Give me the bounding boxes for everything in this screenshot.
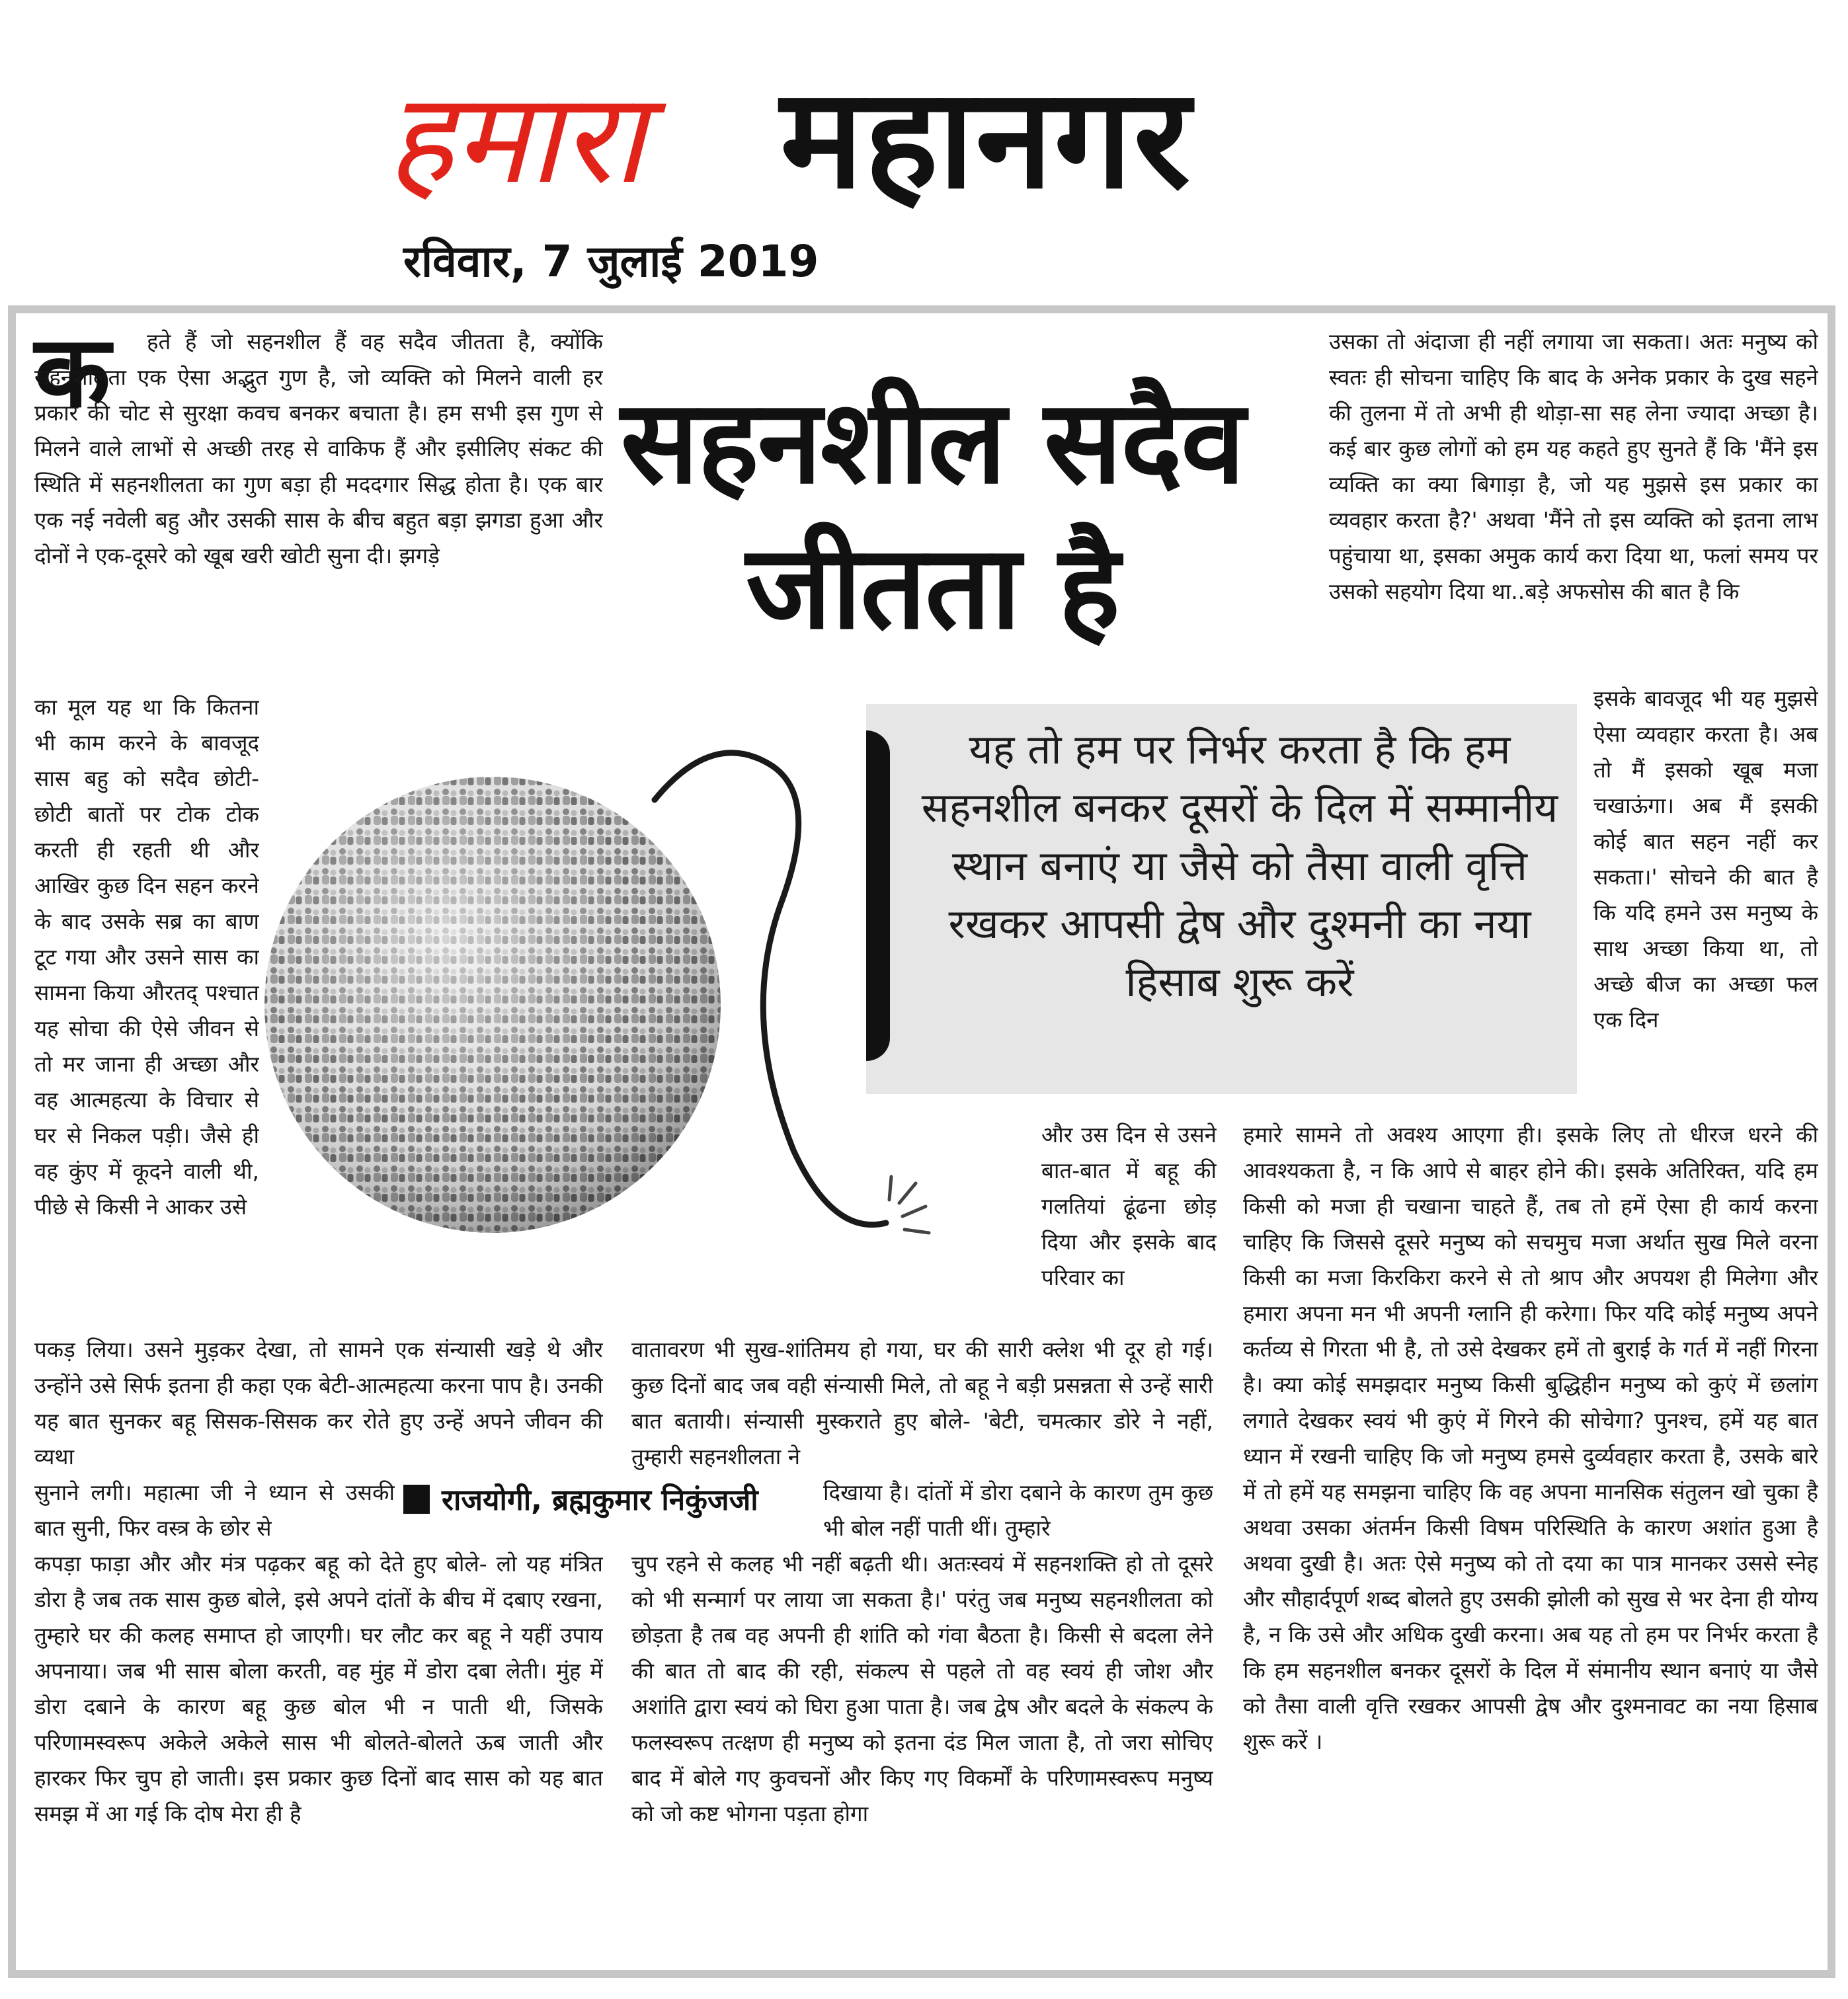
column-1-bottom-a: पकड़ लिया। उसने मुड़कर देखा, तो सामने एक संन्यासी खड़े थे और उन्होंने उसे सिर्फ इतना ही कहा एक बेटी-आत्महत्या करना पाप है। उनकी यह बात सुनकर बहू सिसक-सिसक कर रोते हुए उन्हें अपने जीवन की व्यथा xyxy=(34,1337,603,1470)
byline xyxy=(403,1479,813,1522)
dateline: रविवार, 7 जुलाई 2019 xyxy=(403,236,819,287)
column-1-narrow: का मूल यह था कि कितना भी काम करने के बावजूद सास बहु को सदैव छोटी-छोटी बातों पर टोक टोक करती ही रहती थी और आखिर कुछ दिन सहन करने के बाद उसके सब्र का बाण टूट गया और उसने सास का सामना किया औरतद् पश्चात यह सोचा की ऐसे जीवन से तो मर जाना ही अच्छा और वह आत्महत्या के विचार से घर से निकल पड़ी। जैसे ही वह कुंए में कूदने वाली थी, पीछे से किसी ने आकर उसे xyxy=(34,694,259,1220)
column-2-small: और उस दिन से उसने बात-बात में बहू की गलतियां ढूंढना छोड़ दिया और इसके बाद परिवार का xyxy=(1041,1122,1217,1290)
masthead-word-hamara: हमारा xyxy=(387,65,645,212)
column-1-top: हते हैं जो सहनशील हैं वह सदैव जीतता है, क्योंकि सहनशीलता एक ऐसा अद्भुत गुण है, जो व्यक्ति को मिलने वाली हर प्रकार की चोट से सुरक्षा कवच बनकर बचाता है। हम सभी इस गुण से मिलने वाले लाभों से अच्छी तरह से वाकिफ हैं और इसीलिए संकट की स्थिति में सहनशीलता का गुण बड़ा ही मददगार सिद्ध होता है। एक बार एक नई नवेली बहु और उसकी सास के बीच बहुत बड़ा झगडा हुआ और दोनों ने एक-दूसरे को खूब खरी खोटी सुना दी। झगड़े xyxy=(34,329,603,568)
column-2-a: वातावरण भी सुख-शांतिमय हो गया, घर की सारी क्लेश भी दूर हो गई। कुछ दिनों बाद जब वही संन्यासी मिले, तो बहू ने बड़ी प्रसन्नता से उन्हें सारी बात बतायी। संन्यासी मुस्कराते हुए बोले- 'बेटी, चमत्कार डोरे ने नहीं, तुम्हारी सहनशीलता ने xyxy=(631,1337,1213,1470)
pull-quote xyxy=(866,704,1577,1094)
column-3-bottom: हमारे सामने तो अवश्य आएगा ही। इसके लिए तो धीरज धरने की आवश्यकता है, न कि आपे से बाहर होने की। इसके अतिरिक्त, यदि हम किसी को मजा ही चखाना चाहते हैं, तब तो हमें ऐसा ही कार्य करना चाहिए कि जिससे दूसरे मनुष्य को सचमुच मजा अर्थात सुख मिले वरना किसी का मजा किरकिरा करने से तो श्राप और अपयश ही मिलेगा और हमारा अपना मन भी अपनी ग्लानि ही करेगा। फिर यदि कोई मनुष्य अपने कर्तव्य से गिरता भी है, तो उसे देखकर हमें तो बुराई के गर्त में नहीं गिरना है। क्या कोई समझदार मनुष्य किसी बुद्धिहीन मनुष्य को कुएं में छलांग लगाते देखकर स्वयं भी कुएं में गिरने की सोचेगा? पुनश्च, हमें यह बात ध्यान में रखनी चाहिए कि जो मनुष्य हमसे दुर्व्यवहार करता है, उसके बारे में तो हमें यह समझना चाहिए कि वह अपना मानसिक संतुलन खो चुका है अथवा उसका अंतर्मन किसी विषम परिस्थिति के कारण अशांत हुआ है अथवा दुखी है। अतः ऐसे मनुष्य को तो दया का पात्र मानकर उससे स्नेह और सौहार्दपूर्ण शब्द बोलते हुए उसकी झोली को सुख से भर देना ही योग्य है, न कि उसे और अधिक दुखी करना। अब यह तो हम पर निर्भर करता है कि हम सहनशील बनकर दूसरों के दिल में संमानीय स्थान बनाएं या जैसे को तैसा वाली वृत्ति रखकर आपसी द्वेष और दुश्मनावट का नया हिसाब शुरू करें । xyxy=(1243,1122,1818,1754)
drop-cap: क xyxy=(34,315,111,430)
pull-quote-bar xyxy=(866,730,890,1061)
column-3-narrow: इसके बावजूद भी यह मुझसे ऐसा व्यवहार करता है। अब तो मैं इसको खूब मजा चखाऊंगा। अब मैं इसकी कोई बात सहन नहीं कर सकता।' सोचने की बात है कि यदि हमने उस मनुष्य के साथ अच्छा किया था, तो अच्छे बीज का अच्छा फल एक दिन xyxy=(1593,686,1818,1033)
pull-quote-text: यह तो हम पर निर्भर करता है कि हम सहनशील बनकर दूसरों के दिल में सम्मानीय स्थान बनाएं या जैसे को तैसा वाली वृत्ति रखकर आपसी द्वेष और दुश्मनी का नया हिसाब शुरू करें xyxy=(921,725,1558,1006)
byline-text: राजयोगी, ब्रह्मकुमार निकुंजजी xyxy=(442,1483,758,1517)
masthead-word-mahanagar: महानगर xyxy=(780,58,1192,219)
column-3-top: उसका तो अंदाजा ही नहीं लगाया जा सकता। अतः मनुष्य को स्वतः ही सोचना चाहिए कि बाद के अनेक प्रकार के दुख सहने की तुलना में तो अभी ही थोड़ा-सा सह लेना ज्यादा अच्छा है। कई बार कुछ लोगों को हम यह कहते हुए सुनते हैं कि 'मैंने इस व्यक्ति का क्या बिगाड़ा है, जो यह मुझसे इस प्रकार का व्यवहार करता है?' अथवा 'मैंने तो इस व्यक्ति को इतना लाभ पहुंचाया था, इसका अमुक कार्य करा दिया था, फलां समय पर उसको सहयोग दिया था..बड़े अफसोस की बात है कि xyxy=(1329,329,1818,604)
masthead xyxy=(370,58,1494,235)
column-2-byline-right: दिखाया है। दांतों में डोरा दबाने के कारण तुम कुछ भी बोल नहीं पाती थीं। तुम्हारे xyxy=(823,1479,1213,1541)
column-2-b: चुप रहने से कलह भी नहीं बढ़ती थी। अतःस्वयं में सहनशक्ति हो तो दूसरे को भी सन्मार्ग पर लाया जा सकता है।' परंतु जब मनुष्य सहनशीलता को छोड़ता है तब वह अपनी ही शांति को गंवा बैठता है। किसी से बदला लेने की बात तो बाद की रही, संकल्प से पहले तो वह स्वयं ही जोश और अशांति द्वारा स्वयं को घिरा हुआ पाता है। जब द्वेष और बदले के संकल्प के फलस्वरूप तत्क्षण ही मनुष्य को इतना दंड मिल जाता है, तो जरा सोचिए बाद में बोले गए कुवचनों और किए गए विकर्मों के परिणामस्वरूप मनुष्य को जो कष्ट भोगना पड़ता होगा xyxy=(631,1551,1213,1826)
column-1-byline-left: सुनाने लगी। महात्मा जी ने ध्यान से उसकी बात सुनी, फिर वस्त्र के छोर से xyxy=(34,1479,395,1541)
byline-square-icon xyxy=(403,1485,430,1514)
headline: सहनशील सदैव जीतता है xyxy=(620,375,1244,655)
column-1-bottom-b: कपड़ा फाड़ा और और मंत्र पढ़कर बहू को देते हुए बोले- लो यह मंत्रित डोरा है जब तक सास कुछ बोले, इसे अपने दांतों के बीच में दबाए रखना, तुम्हारे घर की कलह समाप्त हो जाएगी। घर लौट कर बहू ने यहीं उपाय अपनाया। जब भी सास बोला करती, वह मुंह में डोरा दबा लेती। मुंह में डोरा दबाने के कारण बहू कुछ बोल भी न पाती थी, जिसके परिणामस्वरूप अकेले अकेले सास भी बोलते-बोलते ऊब जाती और हारकर फिर चुप हो जाती। इस प्रकार कुछ दिनों बाद सास को यह बात समझ में आ गई कि दोष मेरा ही है xyxy=(34,1551,603,1826)
